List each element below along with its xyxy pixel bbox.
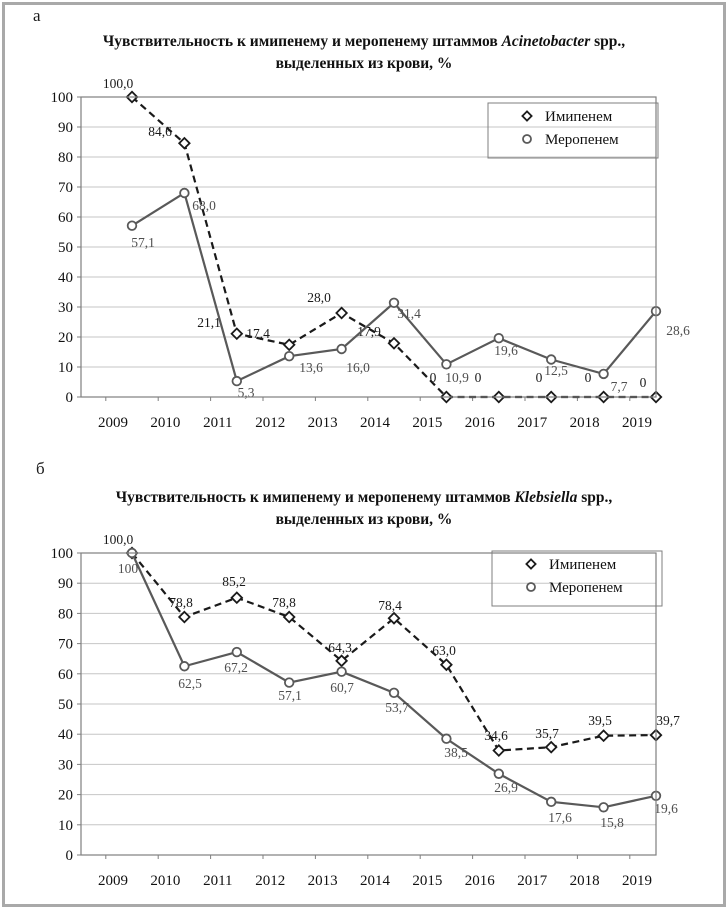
x-tick-label-2009: 2009 — [98, 873, 128, 889]
x-tick-label-2017: 2017 — [517, 415, 548, 431]
imipenem-data-label-2016: 34,6 — [484, 728, 508, 743]
meropenem-data-label-2012: 57,1 — [278, 688, 302, 703]
meropenem-point-2016 — [495, 769, 504, 778]
y-tick-label-70: 70 — [58, 180, 73, 196]
imipenem-point-2013 — [336, 308, 346, 318]
meropenem-data-label-2012: 13,6 — [299, 360, 323, 375]
imipenem-data-label-2010: 84,6 — [148, 124, 172, 139]
legend-chart-b — [492, 551, 662, 606]
x-tick-label-2015: 2015 — [412, 415, 443, 431]
imipenem-point-2017 — [546, 742, 556, 752]
legend-chart-a — [488, 103, 658, 158]
imipenem-legend-marker-icon — [522, 111, 531, 120]
imipenem-data-label-2012: 17,4 — [246, 326, 270, 341]
imipenem-point-2012 — [284, 340, 294, 350]
imipenem-data-label-2017: 35,7 — [535, 726, 559, 741]
x-tick-label-2012: 2012 — [255, 873, 286, 889]
chart-b-title-suffix: spp., — [577, 489, 613, 506]
x-tick-label-2014: 2014 — [360, 873, 390, 889]
y-tick-label-70: 70 — [58, 636, 73, 653]
y-tick-label-30: 30 — [58, 757, 73, 774]
imipenem-point-2011 — [232, 592, 242, 602]
imipenem-data-label-2018: 0 — [584, 370, 592, 385]
x-tick-label-2019: 2019 — [622, 873, 652, 889]
chart-a-plot — [51, 76, 691, 431]
meropenem-data-label-2017: 17,6 — [548, 810, 572, 825]
imipenem-point-2014 — [389, 338, 399, 348]
meropenem-point-2018 — [599, 803, 608, 812]
imipenem-legend-marker-icon — [526, 559, 535, 568]
imipenem-data-label-2018: 39,5 — [588, 713, 612, 728]
x-tick-label-2009: 2009 — [98, 415, 128, 431]
meropenem-legend-marker-icon — [523, 135, 531, 143]
chart-a-title-species: Acinetobacter — [501, 33, 591, 50]
meropenem-point-2014 — [390, 689, 399, 698]
x-tick-label-2014: 2014 — [360, 415, 390, 431]
imipenem-data-label-2013: 64,3 — [328, 640, 352, 655]
meropenem-data-label-2019: 28,6 — [666, 323, 690, 338]
imipenem-data-label-2009: 100,0 — [102, 76, 134, 91]
imipenem-data-label-2012: 78,8 — [272, 595, 296, 610]
meropenem-point-2011 — [233, 648, 242, 657]
legend-label-meropenem: Меропенем — [545, 132, 619, 148]
y-tick-label-30: 30 — [58, 300, 73, 316]
meropenem-point-2015 — [442, 734, 451, 743]
y-tick-label-100: 100 — [50, 546, 73, 562]
meropenem-data-label-2009: 57,1 — [131, 235, 155, 250]
chart-b-title-prefix: Чувствительность к имипенему и меропенему штаммов — [115, 489, 515, 506]
panel-label-b: б — [36, 459, 45, 478]
meropenem-point-2015 — [442, 360, 451, 369]
chart-b-title-line2: выделенных из крови, % — [275, 511, 453, 528]
x-tick-label-2011: 2011 — [203, 415, 233, 431]
x-tick-label-2013: 2013 — [307, 873, 338, 889]
x-tick-label-2012: 2012 — [255, 415, 286, 431]
imipenem-data-label-2011: 85,2 — [222, 574, 246, 589]
chart-b-plot — [51, 532, 681, 889]
meropenem-data-label-2017: 12,5 — [544, 363, 568, 378]
meropenem-data-label-2010: 68,0 — [192, 198, 216, 213]
imipenem-data-label-2019: 39,7 — [656, 713, 680, 728]
imipenem-data-label-2015: 63,0 — [432, 643, 456, 658]
meropenem-point-2018 — [599, 370, 608, 379]
y-tick-label-20: 20 — [58, 330, 73, 346]
chart-a-title-prefix: Чувствительность к имипенему и меропенему штаммов — [102, 33, 502, 50]
legend-label-imipenem: Имипенем — [545, 109, 613, 125]
meropenem-data-label-2013: 60,7 — [330, 680, 354, 695]
meropenem-data-label-2015: 10,9 — [445, 370, 469, 385]
chart-a-title-suffix: spp., — [590, 33, 626, 50]
y-tick-label-60: 60 — [58, 210, 73, 226]
meropenem-data-label-2010: 62,5 — [178, 676, 202, 691]
meropenem-data-label-2013: 16,0 — [346, 360, 370, 375]
imipenem-data-label-2010: 78,8 — [169, 595, 193, 610]
panel-label-a: а — [33, 6, 41, 25]
y-tick-label-10: 10 — [58, 817, 73, 834]
y-tick-label-20: 20 — [58, 787, 73, 804]
x-tick-label-2010: 2010 — [150, 415, 181, 431]
y-tick-label-10: 10 — [58, 360, 73, 376]
meropenem-point-2013 — [337, 345, 346, 354]
y-tick-label-0: 0 — [65, 390, 73, 406]
meropenem-data-label-2011: 5,3 — [237, 385, 255, 400]
imipenem-data-label-2019: 0 — [639, 375, 647, 390]
meropenem-point-2012 — [285, 352, 294, 361]
chart-b-title-species: Klebsiella — [514, 489, 578, 506]
y-tick-label-90: 90 — [58, 120, 73, 136]
imipenem-data-label-2009: 100,0 — [102, 532, 134, 547]
meropenem-point-2012 — [285, 678, 294, 687]
meropenem-legend-marker-icon — [527, 583, 535, 591]
legend-label-meropenem: Меропенем — [549, 580, 623, 596]
y-tick-label-40: 40 — [58, 727, 73, 744]
x-tick-label-2018: 2018 — [569, 415, 600, 431]
x-tick-label-2016: 2016 — [464, 415, 495, 431]
chart-a-title-line2: выделенных из крови, % — [275, 55, 453, 72]
y-tick-label-0: 0 — [65, 848, 73, 864]
imipenem-data-label-2011: 21,1 — [197, 315, 221, 330]
meropenem-data-label-2018: 7,7 — [610, 379, 628, 394]
meropenem-data-label-2009: 100 — [117, 561, 139, 576]
y-tick-label-40: 40 — [58, 270, 73, 286]
x-tick-label-2015: 2015 — [412, 873, 443, 889]
y-tick-label-60: 60 — [58, 666, 73, 683]
x-tick-label-2016: 2016 — [464, 873, 495, 889]
imipenem-data-label-2013: 28,0 — [307, 290, 331, 305]
meropenem-point-2010 — [180, 662, 189, 671]
meropenem-line-chart-a — [132, 193, 656, 381]
imipenem-point-2010 — [179, 138, 189, 148]
meropenem-data-label-2014: 53,7 — [385, 700, 409, 715]
y-tick-label-50: 50 — [58, 240, 73, 256]
meropenem-point-2009 — [128, 221, 137, 230]
meropenem-point-2016 — [495, 334, 504, 343]
meropenem-point-2017 — [547, 798, 556, 807]
legend-label-imipenem: Имипенем — [549, 557, 617, 573]
y-tick-label-100: 100 — [50, 90, 73, 106]
imipenem-data-label-2015: 0 — [429, 370, 437, 385]
meropenem-point-2013 — [337, 667, 346, 676]
y-tick-label-90: 90 — [58, 576, 73, 593]
meropenem-data-label-2019: 19,6 — [654, 801, 678, 816]
y-tick-label-80: 80 — [58, 606, 73, 623]
imipenem-point-2016 — [494, 745, 504, 755]
x-tick-label-2017: 2017 — [517, 873, 548, 889]
x-tick-label-2011: 2011 — [203, 873, 233, 889]
imipenem-data-label-2016: 0 — [474, 370, 482, 385]
y-tick-label-50: 50 — [58, 697, 73, 713]
x-tick-label-2013: 2013 — [307, 415, 338, 431]
x-tick-label-2010: 2010 — [150, 873, 181, 889]
imipenem-point-2018 — [598, 731, 608, 741]
imipenem-data-label-2017: 0 — [535, 370, 543, 385]
imipenem-data-label-2014: 17,9 — [357, 324, 381, 339]
meropenem-point-2010 — [180, 189, 189, 198]
meropenem-data-label-2011: 67,2 — [224, 660, 248, 675]
meropenem-data-label-2014: 31,4 — [397, 306, 421, 321]
meropenem-data-label-2018: 15,8 — [600, 815, 624, 830]
meropenem-data-label-2015: 38,5 — [444, 745, 468, 760]
meropenem-data-label-2016: 26,9 — [494, 780, 518, 795]
x-tick-label-2018: 2018 — [569, 873, 600, 889]
meropenem-data-label-2016: 19,6 — [494, 343, 518, 358]
imipenem-data-label-2014: 78,4 — [378, 598, 402, 613]
x-tick-label-2019: 2019 — [622, 415, 652, 431]
y-tick-label-80: 80 — [58, 150, 73, 166]
